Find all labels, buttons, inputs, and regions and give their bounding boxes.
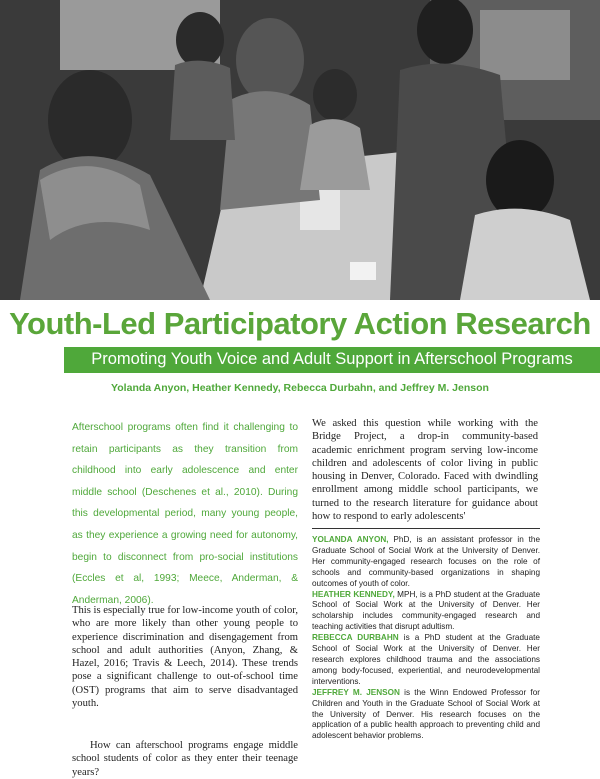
bio-jenson [312, 688, 540, 743]
right-column-paragraph: We asked this question while working with the Bridge Project, a drop-in community-based academic enrichment program serving low-income children and adolescents of color living in public housing in Denver, Colorado. Faced with dwindling enrollment among middle school participants, we turned to the research literature for guidance about how to respond to early adolescents' [312, 418, 538, 523]
bio-text: is the Winn Endowed Professor for Children and Youth in the Graduate School of Social Work at the University of Denver. His research focuses on the application of a public health approach to preventing child and adolescent behavior problems. [312, 687, 540, 741]
article-title: Youth-Led Participatory Action Research [9, 306, 591, 341]
question-paragraph: How can afterschool programs engage middle school students of color as they enter their teenage years? [72, 740, 298, 778]
bio-text: MPH, is a PhD student at the Graduate School of Social Work at the University of Denver. Her scholarship includes community-engaged research and teaching activities that disrupt adultism. [312, 589, 541, 632]
bio-name: HEATHER KENNEDY, [312, 589, 395, 599]
author-line: Yolanda Anyon, Heather Kennedy, Rebecca Durbahn, and Jeffrey M. Jenson [111, 382, 489, 394]
intro-paragraph [72, 417, 298, 611]
bio-anyon [312, 535, 540, 590]
subtitle-bar [64, 347, 600, 373]
author-bios [312, 535, 540, 742]
intro-continuation [72, 604, 298, 710]
bio-name: JEFFREY M. JENSON [312, 687, 400, 697]
bio-text: PhD, is an assistant professor in the Graduate School of Social Work at the University of Denver. Her community-engaged research focuses on the role of schools and community-based organizations in shaping outcomes of youth of color. [312, 535, 540, 588]
intro-continuation-text: This is especially true for low-income youth of color, who are more likely than other young people to experience discrimination and disengagement from school and adult authorities (Anyon, Zhang, & Hazel, 2016; Travis & Leech, 2014). These trends pose a significant challenge to out-of-school time (OST) programs that aim to serve disadvantaged youth. [72, 605, 298, 710]
article-subtitle: Promoting Youth Voice and Adult Support in Afterschool Programs [91, 350, 573, 368]
bio-durbahn [312, 633, 540, 688]
cover-photo [0, 0, 600, 300]
bio-divider [312, 528, 540, 529]
bio-name: YOLANDA ANYON, [312, 535, 389, 544]
bio-text: is a PhD student at the Graduate School of Social Work at the University of Denver. Her research explores childhood trauma and the associations among body-focused, experiential, and neurodevelopmental interventions. [312, 633, 540, 686]
bio-name: REBECCA DURBAHN [312, 633, 399, 643]
photo-illustration [0, 0, 600, 300]
intro-text: Afterschool programs often find it challenging to retain participants as they transition from childhood into early adolescence and enter middle school (Deschenes et al., 2010). During this developmental period, many young people, as they experience a growing need for autonomy, begin to disconnect from pro-social institutions (Eccles et al, 1993; Meece, Anderman, & Anderman, 2006). [72, 422, 298, 606]
title-band [0, 300, 600, 346]
bio-kennedy [312, 590, 540, 634]
